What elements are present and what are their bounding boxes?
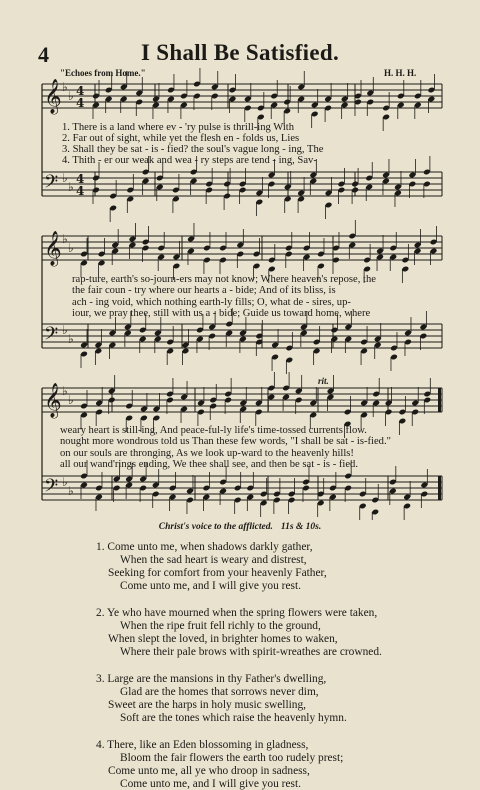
stanza-1-line-2: When the sad heart is weary and distrest, <box>120 554 307 566</box>
flat-sign-icon: ♭ <box>62 171 68 185</box>
stanza-2-line-2: When the ripe fruit fell richly to the ground, <box>120 620 321 632</box>
system-1-lyric-verse-4: 4. Thith - er our weak and wea - ry steps are tend - ing, Sav- <box>62 155 317 166</box>
treble-clef-icon: 𝄞 <box>44 231 62 266</box>
final-bar-line <box>438 476 441 500</box>
final-bar-line <box>438 388 441 412</box>
stanza-4-line-3: Come unto me, all ye who droop in sadness, <box>108 765 310 777</box>
flat-sign-icon: ♭ <box>68 89 74 103</box>
system-2-lyric-verse-4: iour, we pray thee, still with us a - bide; Guide us toward home, where <box>72 308 371 319</box>
bass-clef-icon: 𝄢 <box>44 172 59 197</box>
hymn-title: I Shall Be Satisfied. <box>140 40 339 65</box>
stanza-3-line-4: Soft are the tones which raise the heavenly hymn. <box>120 712 347 724</box>
flat-sign-icon: ♭ <box>62 475 68 489</box>
flat-sign-icon: ♭ <box>68 393 74 407</box>
stanza-3-line-3: Sweet are the harps in holy music swelling, <box>108 699 307 711</box>
flat-sign-icon: ♭ <box>68 180 74 194</box>
stanza-1-line-3: Seeking for comfort from your heavenly Father, <box>108 567 327 579</box>
flat-sign-icon: ♭ <box>62 80 68 94</box>
system-3-lyric-verse-4: all our wand'rings ending, We thee shall see, and then be sat - is - fied. <box>60 459 358 470</box>
stanza-3-line-1: 3. Large are the mansions in thy Father's dwelling, <box>96 673 327 685</box>
flat-sign-icon: ♭ <box>68 332 74 346</box>
stanza-4-line-4: Come unto me, and I will give you rest. <box>120 778 301 790</box>
second-hymn-heading <box>0 522 480 532</box>
system-3-lyric-verse-1: weary heart is still-ing, And peace-ful-ly life's time-tossed currents flow. <box>60 425 367 436</box>
author-initials: H. H. H. <box>384 68 417 78</box>
second-hymn-title: Christ's voice to the afflicted. <box>158 522 273 532</box>
system-1-lyric-verse-3: 3. Shall they be sat - is - fied? the soul's vague long - ing, The <box>62 144 324 155</box>
flat-sign-icon: ♭ <box>62 323 68 337</box>
stanza-2-line-3: When slept the loved, in brighter homes to waken, <box>108 633 338 645</box>
stanza-4-line-1: 4. There, like an Eden blossoming in gladness, <box>96 739 309 751</box>
treble-clef-icon: 𝄞 <box>44 79 62 114</box>
system-3-lyric-verse-3: on our souls are thronging, As we look up-ward to the heavenly hills! <box>60 448 354 459</box>
time-signature-top: 4 <box>76 84 85 98</box>
flat-sign-icon: ♭ <box>62 384 68 398</box>
page-number: 4 <box>38 42 49 67</box>
time-signature-top: 4 <box>76 172 85 186</box>
bass-clef-icon: 𝄢 <box>44 476 59 501</box>
system-2-lyric-verse-1: rap-ture, earth's so-journ-ers may not know; Where heaven's repose, the <box>72 274 376 285</box>
time-signature-bottom: 4 <box>76 96 85 110</box>
bass-clef-icon: 𝄢 <box>44 324 59 349</box>
second-hymn-meter: 11s & 10s. <box>280 522 322 532</box>
stanza-3-line-2: Glad are the homes that sorrows never dim, <box>120 686 319 698</box>
flat-sign-icon: ♭ <box>62 232 68 246</box>
stanza-1-line-1: 1. Come unto me, when shadows darkly gather, <box>96 541 313 553</box>
system-3-lyric-verse-2: nought more wondrous told us Than these few words, "I shall be sat - is-fied." <box>60 436 391 447</box>
stanza-2-line-1: 2. Ye who have mourned when the spring flowers were taken, <box>96 607 378 619</box>
time-signature-bottom: 4 <box>76 184 85 198</box>
flat-sign-icon: ♭ <box>68 484 74 498</box>
stanza-4-line-2: Bloom the fair flowers the earth too rudely prest; <box>120 752 344 764</box>
stanza-1-line-4: Come unto me, and I will give you rest. <box>120 580 301 592</box>
system-1-lyric-verse-1: 1. There is a land where ev - 'ry pulse is thrill-ing With <box>62 122 295 133</box>
treble-clef-icon: 𝄞 <box>44 383 62 418</box>
ritardando-mark: rit. <box>318 376 329 386</box>
tune-name: "Echoes from Home." <box>60 68 146 78</box>
system-2-lyric-verse-3: ach - ing void, which nothing earth-ly fills; O, what de - sires, up- <box>72 297 351 308</box>
flat-sign-icon: ♭ <box>68 241 74 255</box>
system-1-lyric-verse-2: 2. Far out of sight, while yet the flesh en - folds us, Lies <box>62 133 300 144</box>
system-2-lyric-verse-2: the fair coun - try where our hearts a - bide; And of its bliss, is <box>72 285 336 296</box>
stanza-2-line-4: Where their pale brows with spirit-wreathes are crowned. <box>120 646 382 658</box>
